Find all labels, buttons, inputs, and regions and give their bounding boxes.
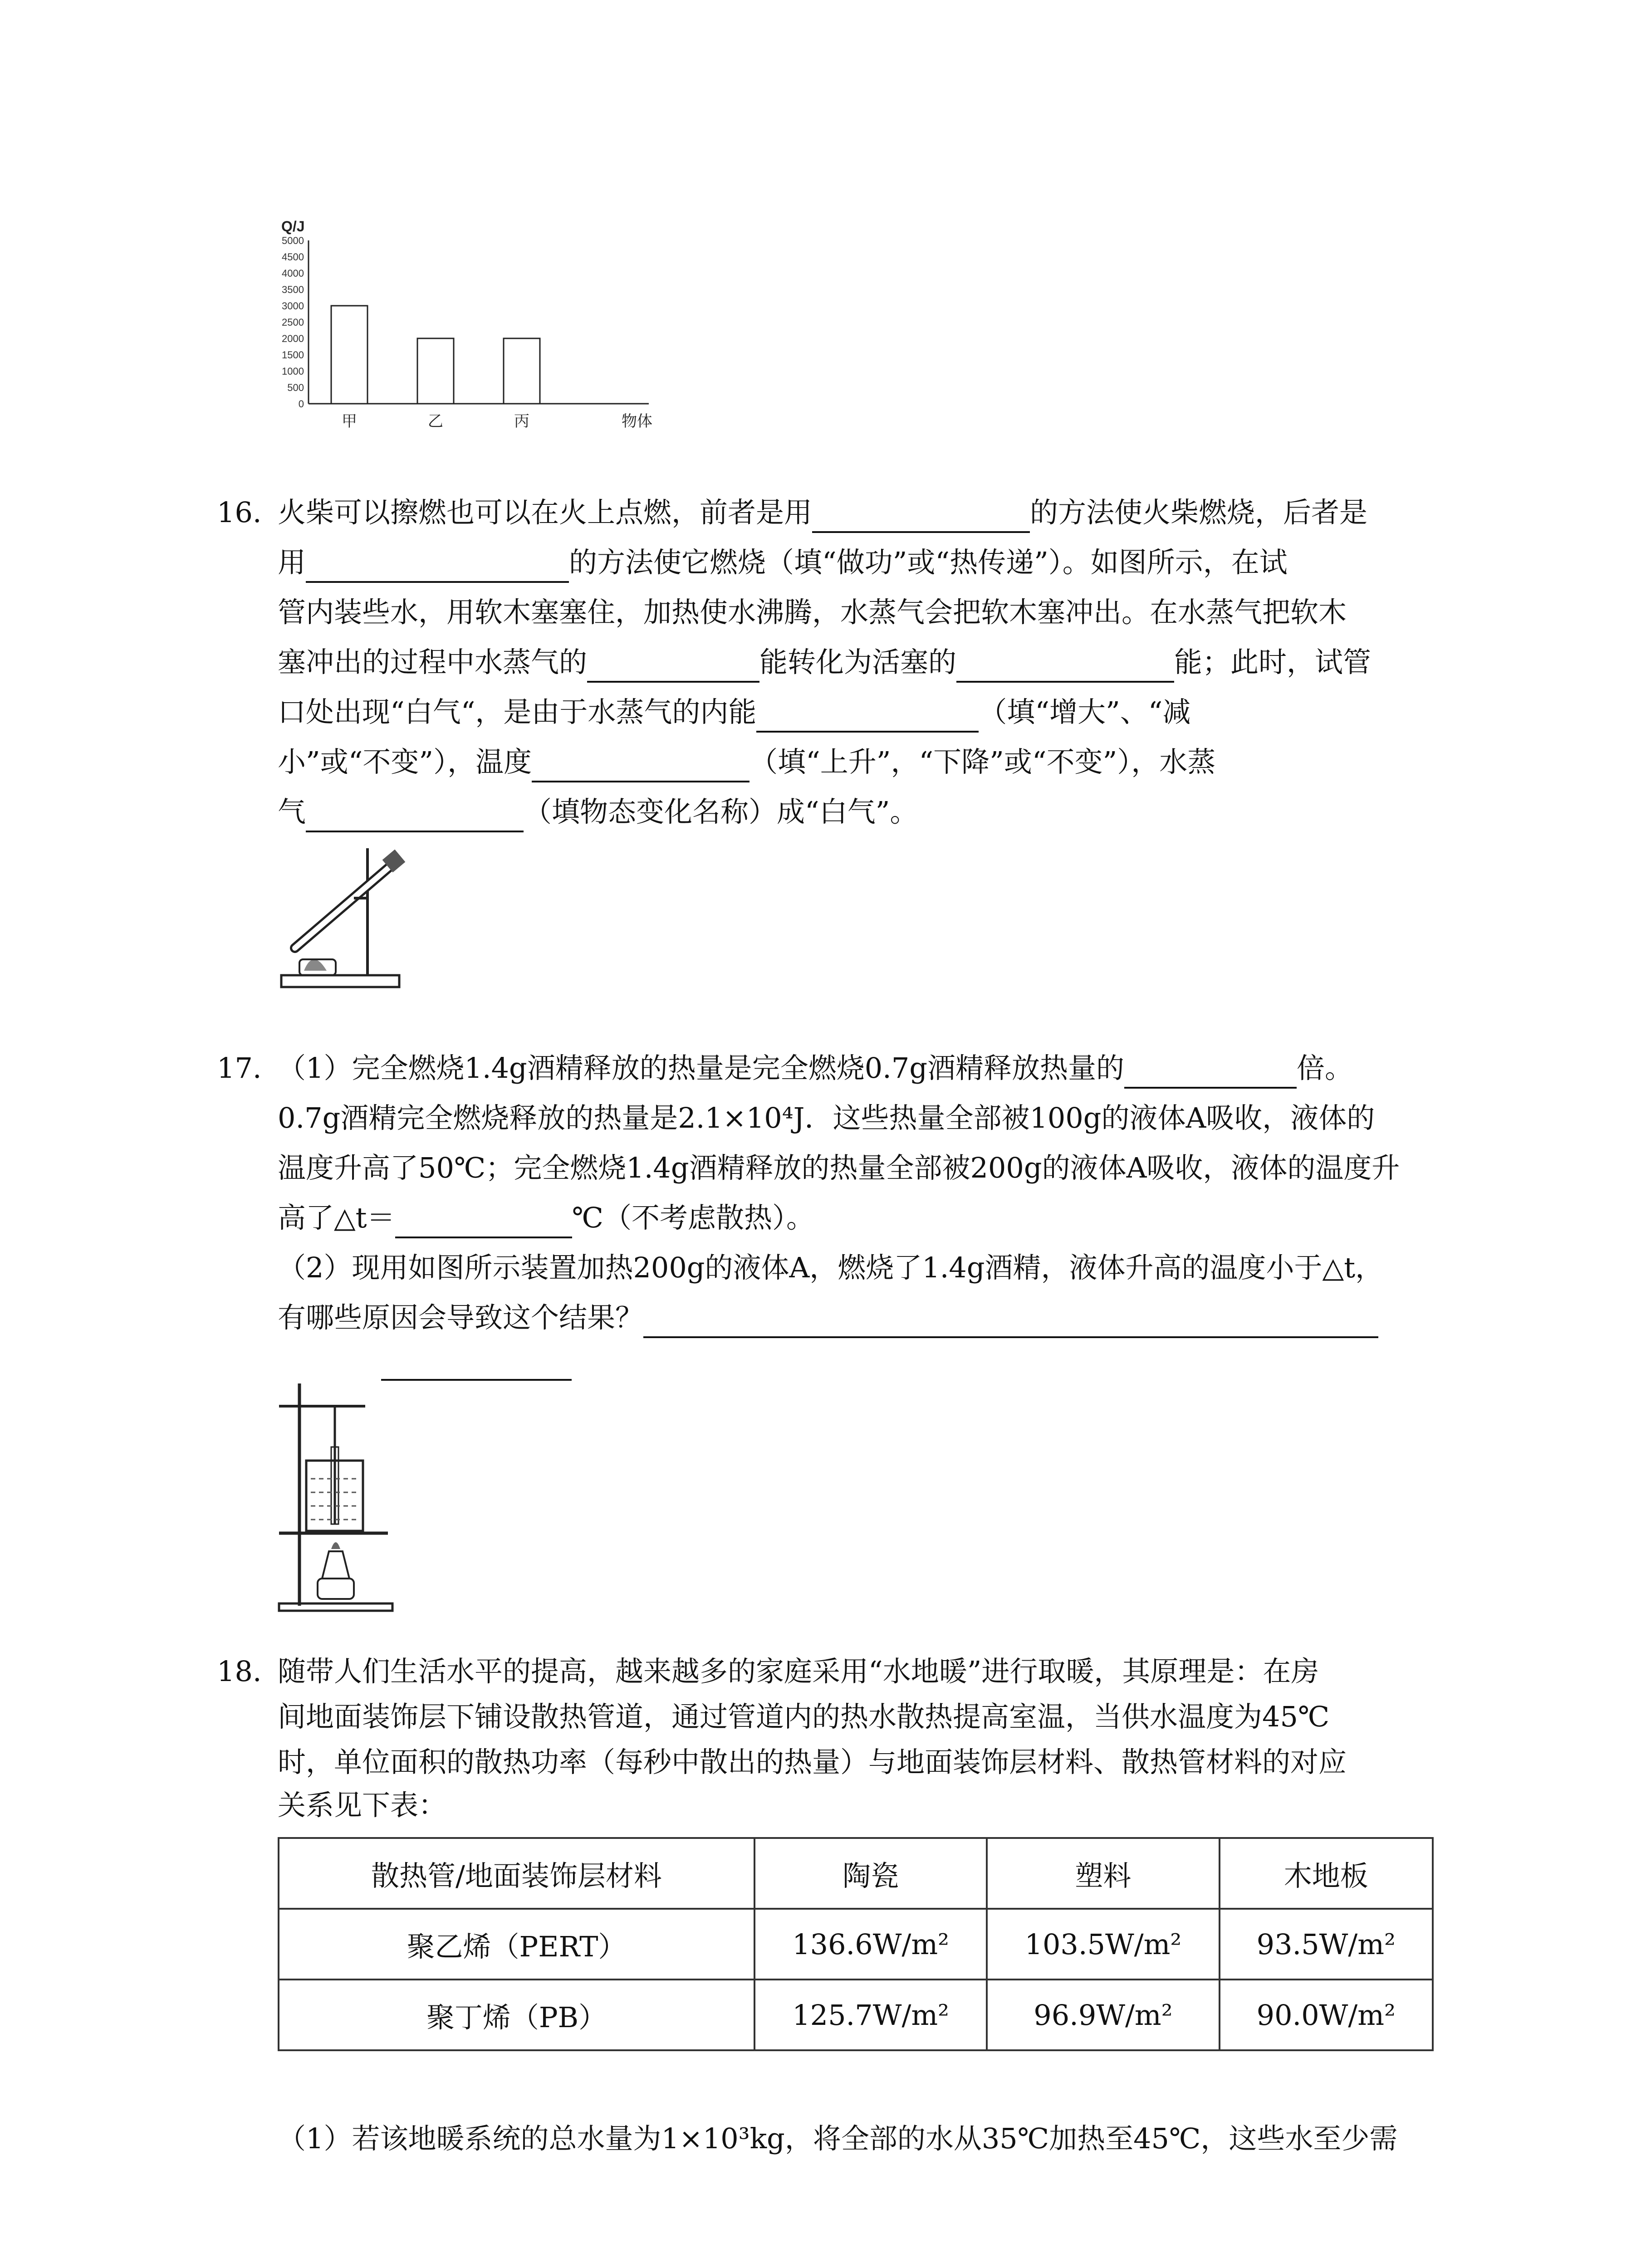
table-cell: 90.0W/m² bbox=[1220, 1980, 1433, 2050]
beaker-heating-figure bbox=[274, 1379, 411, 1615]
q16-blank-5[interactable] bbox=[756, 699, 979, 733]
y-axis-label: Q/J bbox=[281, 218, 305, 235]
q16-line-5 bbox=[278, 692, 1191, 733]
q18-line-2: 间地面装饰层下铺设散热管道，通过管道内的热水散热提高室温，当供水温度为45℃ bbox=[278, 1700, 1330, 1733]
bar-2 bbox=[417, 338, 454, 404]
question-16-number: 16. bbox=[217, 496, 262, 529]
q18-line-3: 时，单位面积的散热功率（每秒中散出的热量）与地面装饰层材料、散热管材料的对应 bbox=[278, 1745, 1347, 1779]
y-tick-label: 0 bbox=[298, 398, 304, 410]
heat-dissipation-table bbox=[278, 1837, 1434, 2051]
q17-text: ℃（不考虑散热）。 bbox=[572, 1201, 814, 1234]
table-cell: 93.5W/m² bbox=[1220, 1909, 1433, 1980]
q16-text: 能转化为活塞的 bbox=[759, 645, 957, 679]
y-tick-label: 4500 bbox=[282, 251, 304, 263]
test-tube-heating-figure bbox=[277, 835, 422, 993]
q16-text: （填“增大”、“减 bbox=[979, 695, 1191, 728]
y-tick-label: 1000 bbox=[282, 366, 304, 377]
table-cell: 聚乙烯（PERT） bbox=[279, 1909, 754, 1980]
table-header-cell: 散热管/地面装饰层材料 bbox=[279, 1838, 754, 1909]
y-tick-label: 1500 bbox=[282, 349, 304, 361]
q16-text: 能；此时，试管 bbox=[1174, 645, 1372, 679]
q17-line-4 bbox=[278, 1198, 814, 1238]
x-axis-label: 物体 bbox=[622, 413, 652, 430]
q16-text: 火柴可以擦燃也可以在火上点燃，前者是用 bbox=[278, 496, 813, 529]
table-cell: 136.6W/m² bbox=[754, 1909, 987, 1980]
q17-text: 有哪些原因会导致这个结果？ bbox=[278, 1301, 644, 1334]
q17-line-1 bbox=[278, 1048, 1353, 1089]
bar-1 bbox=[331, 306, 367, 404]
q16-text: 塞冲出的过程中水蒸气的 bbox=[278, 645, 588, 679]
q18-part-1: （1）若该地暖系统的总水量为1×10³kg，将全部的水从35℃加热至45℃，这些水至少需 bbox=[278, 2122, 1398, 2155]
q16-text: 的方法使火柴燃烧，后者是 bbox=[1030, 496, 1368, 529]
heat-bar-chart bbox=[268, 213, 676, 440]
q16-text: （填“上升”，“下降”或“不变”），水蒸 bbox=[749, 745, 1216, 778]
q16-blank-4[interactable] bbox=[956, 649, 1174, 683]
q17-line-5: （2）现用如图所示装置加热200g的液体A，燃烧了1.4g酒精，液体升高的温度小于△t， bbox=[278, 1251, 1384, 1284]
q16-line-6 bbox=[278, 742, 1215, 782]
x-category-label: 甲 bbox=[342, 413, 357, 430]
q16-blank-6[interactable] bbox=[532, 749, 749, 782]
bar-3 bbox=[504, 338, 540, 404]
q17-line-2: 0.7g酒精完全燃烧释放的热量是2.1×10⁴J．这些热量全部被100g的液体A吸收，液体的 bbox=[278, 1101, 1375, 1134]
table-row bbox=[279, 1909, 1433, 1980]
q16-text: （填物态变化名称）成“白气”。 bbox=[524, 795, 918, 828]
y-tick-label: 2000 bbox=[282, 333, 304, 344]
q17-text: （1）完全燃烧1.4g酒精释放的热量是完全燃烧0.7g酒精释放热量的 bbox=[278, 1051, 1125, 1085]
q17-blank-2[interactable] bbox=[395, 1205, 572, 1238]
table-cell: 125.7W/m² bbox=[754, 1980, 987, 2050]
x-category-label: 乙 bbox=[428, 413, 443, 430]
table-header-cell: 木地板 bbox=[1220, 1838, 1433, 1909]
table-row bbox=[279, 1980, 1433, 2050]
table-header-cell: 塑料 bbox=[987, 1838, 1219, 1909]
table-cell: 103.5W/m² bbox=[987, 1909, 1219, 1980]
q17-text: 倍。 bbox=[1297, 1051, 1353, 1085]
q16-line-2 bbox=[278, 542, 1288, 583]
q17-blank-3[interactable] bbox=[643, 1305, 1378, 1338]
q17-blank-1[interactable] bbox=[1124, 1055, 1297, 1089]
q18-line-1: 随带人们生活水平的提高，越来越多的家庭采用“水地暖”进行取暖，其原理是：在房 bbox=[278, 1655, 1319, 1688]
table-header-cell: 陶瓷 bbox=[754, 1838, 987, 1909]
q16-line-3: 管内装些水，用软木塞塞住，加热使水沸腾，水蒸气会把软木塞冲出。在水蒸气把软木 bbox=[278, 596, 1347, 629]
q16-blank-1[interactable] bbox=[812, 499, 1030, 533]
q16-blank-3[interactable] bbox=[587, 649, 759, 683]
q16-text: 口处出现“白气“，是由于水蒸气的内能 bbox=[278, 695, 757, 728]
q16-blank-2[interactable] bbox=[306, 549, 569, 583]
table-header-row bbox=[279, 1838, 1433, 1909]
table-cell: 96.9W/m² bbox=[987, 1980, 1219, 2050]
y-tick-label: 5000 bbox=[282, 235, 304, 246]
y-tick-label: 500 bbox=[287, 382, 304, 393]
y-tick-label: 3000 bbox=[282, 300, 304, 312]
y-tick-label: 3500 bbox=[282, 284, 304, 295]
q16-line-7 bbox=[278, 792, 918, 832]
q16-text: 的方法使它燃烧（填“做功”或“热传递”）。如图所示，在试 bbox=[569, 546, 1288, 579]
x-category-label: 丙 bbox=[514, 413, 529, 430]
q16-text: 小”或“不变”），温度 bbox=[278, 745, 532, 778]
y-tick-label: 2500 bbox=[282, 317, 304, 328]
q16-line-4 bbox=[278, 642, 1371, 683]
question-17-number: 17. bbox=[217, 1051, 262, 1085]
q17-line-6 bbox=[278, 1297, 1378, 1338]
q17-text: 高了△t＝ bbox=[278, 1201, 395, 1234]
q16-blank-7[interactable] bbox=[306, 799, 524, 832]
y-tick-label: 4000 bbox=[282, 268, 304, 279]
q16-text: 气 bbox=[278, 795, 306, 828]
q16-text: 用 bbox=[278, 546, 306, 579]
q18-line-4: 关系见下表： bbox=[278, 1789, 447, 1822]
table-cell: 聚丁烯（PB） bbox=[279, 1980, 754, 2050]
q17-line-3: 温度升高了50℃；完全燃烧1.4g酒精释放的热量全部被200g的液体A吸收，液体的温度升 bbox=[278, 1151, 1400, 1184]
question-18-number: 18. bbox=[217, 1655, 262, 1688]
q16-line-1 bbox=[278, 492, 1367, 533]
